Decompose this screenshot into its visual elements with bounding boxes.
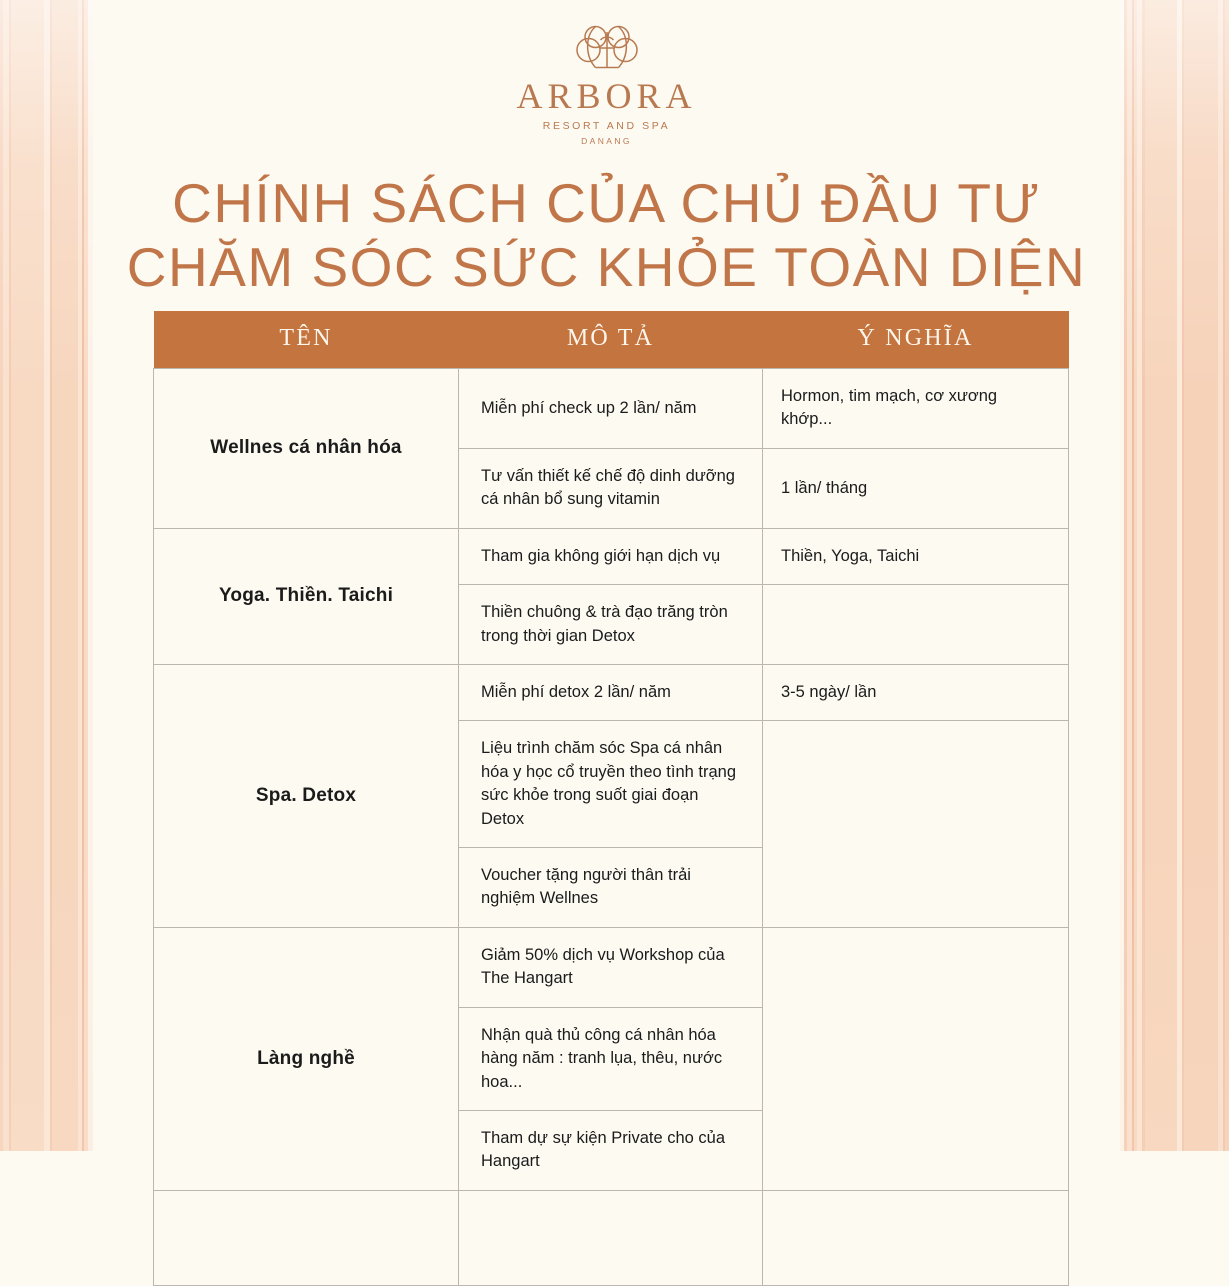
brand-name: ARBORA: [516, 76, 697, 116]
table-row: [154, 1190, 1069, 1285]
policy-description-cell: Tư vấn thiết kế chế độ dinh dưỡng cá nhân bổ sung vitamin: [459, 448, 763, 528]
policy-table-body: [154, 369, 1069, 1286]
left-decorative-stripes: [0, 0, 93, 1151]
policy-name-cell: [154, 1190, 459, 1285]
policy-description-cell: Voucher tặng người thân trải nghiệm Wellnes: [459, 848, 763, 928]
brand-block: [93, 0, 1120, 145]
page-title: [93, 171, 1120, 300]
policy-meaning-cell: [763, 585, 1069, 665]
column-header-name: TÊN: [154, 311, 459, 369]
arbora-monogram-icon: [571, 22, 643, 74]
brand-tagline: RESORT AND SPA: [542, 120, 671, 132]
column-header-meaning: Ý NGHĨA: [763, 311, 1069, 369]
policy-table-head: [154, 311, 1069, 369]
policy-meaning-cell: [763, 721, 1069, 928]
policy-description-cell: Tham dự sự kiện Private cho của Hangart: [459, 1111, 763, 1191]
policy-meaning-cell: 3-5 ngày/ lần: [763, 664, 1069, 720]
right-decorative-stripes: [1120, 0, 1229, 1151]
policy-name-cell: Spa. Detox: [154, 664, 459, 927]
policy-description-cell: [459, 1190, 763, 1285]
column-header-description: MÔ TẢ: [459, 311, 763, 369]
policy-description-cell: Nhận quà thủ công cá nhân hóa hàng năm : tranh lụa, thêu, nước hoa...: [459, 1007, 763, 1110]
policy-description-cell: Liệu trình chăm sóc Spa cá nhân hóa y học cổ truyền theo tình trạng sức khỏe trong suốt giai đoạn Detox: [459, 721, 763, 848]
right-stripes-shade: [1120, 0, 1229, 1151]
policy-name-cell: Wellnes cá nhân hóa: [154, 369, 459, 529]
policy-name-cell: Làng nghề: [154, 927, 459, 1190]
left-stripes-shade: [0, 0, 93, 1151]
policy-description-cell: Thiền chuông & trà đạo trăng tròn trong thời gian Detox: [459, 585, 763, 665]
policy-name-cell: Yoga. Thiền. Taichi: [154, 528, 459, 664]
page-title-line-1: CHÍNH SÁCH CỦA CHỦ ĐẦU TƯ: [172, 172, 1041, 234]
policy-meaning-cell: Hormon, tim mạch, cơ xương khớp...: [763, 369, 1069, 449]
page-title-line-2: CHĂM SÓC SỨC KHỎE TOÀN DIỆN: [126, 236, 1087, 299]
policy-description-cell: Tham gia không giới hạn dịch vụ: [459, 528, 763, 584]
table-row: [154, 927, 1069, 1007]
policy-table: [153, 311, 1069, 1286]
policy-description-cell: Giảm 50% dịch vụ Workshop của The Hangart: [459, 927, 763, 1007]
policy-meaning-cell: 1 lần/ tháng: [763, 448, 1069, 528]
table-row: [154, 369, 1069, 449]
table-row: [154, 664, 1069, 720]
brand-city: DANANG: [581, 135, 632, 146]
policy-description-cell: Miễn phí detox 2 lần/ năm: [459, 664, 763, 720]
table-row: [154, 528, 1069, 584]
poster-content: [93, 0, 1120, 1171]
table-header-row: [154, 311, 1069, 369]
policy-description-cell: Miễn phí check up 2 lần/ năm: [459, 369, 763, 449]
policy-meaning-cell: Thiền, Yoga, Taichi: [763, 528, 1069, 584]
policy-meaning-cell: [763, 1190, 1069, 1285]
